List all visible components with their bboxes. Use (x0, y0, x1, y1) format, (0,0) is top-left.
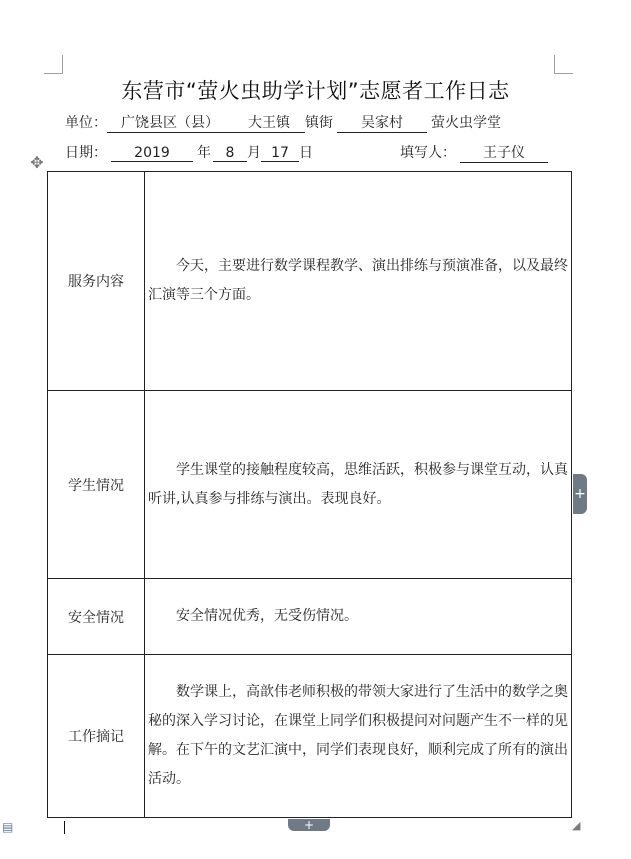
text-cursor (64, 821, 65, 834)
day-suffix: 日 (299, 145, 313, 161)
date-line (65, 142, 313, 162)
page-corner-mark-right (554, 55, 573, 74)
unit-label: 单位： (65, 115, 107, 131)
row-label: 工作摘记 (48, 655, 145, 818)
plus-icon[interactable]: + (573, 474, 587, 514)
plus-icon[interactable]: + (288, 819, 330, 831)
table-row (48, 172, 572, 391)
date-label: 日期： (65, 145, 107, 161)
table-row (48, 655, 572, 818)
year-field[interactable]: 2019 (111, 145, 193, 162)
town-field[interactable]: 大王镇 (233, 112, 305, 133)
district-field[interactable]: 广饶县区（县） (107, 112, 233, 133)
town-suffix: 镇街 (305, 115, 333, 131)
year-suffix: 年 (197, 145, 211, 161)
village-field[interactable]: 吴家村 (337, 112, 427, 133)
row-content[interactable]: 今天，主要进行数学课程教学、演出排练与预演准备，以及最终汇演等三个方面。 (145, 172, 572, 391)
day-field[interactable]: 17 (261, 145, 299, 162)
filler-line (400, 142, 548, 163)
page-corner-mark-left (44, 55, 63, 74)
table-row (48, 579, 572, 655)
row-label: 安全情况 (48, 579, 145, 655)
month-field[interactable]: 8 (213, 145, 247, 162)
classroom-name[interactable]: 萤火虫学堂 (431, 115, 501, 131)
resize-icon[interactable]: ◢ (572, 819, 581, 832)
row-label: 学生情况 (48, 391, 145, 579)
row-content[interactable]: 安全情况优秀，无受伤情况。 (145, 579, 572, 655)
work-log-table (47, 171, 572, 818)
row-content[interactable]: 数学课上，高歆伟老师积极的带领大家进行了生活中的数学之奥秘的深入学习讨论，在课堂上同学们积极提问对问题产生不一样的见解。在下午的文艺汇演中，同学们表现良好，顺利完成了所有的演出活动。 (145, 655, 572, 818)
month-suffix: 月 (247, 145, 261, 161)
filler-label: 填写人： (400, 145, 456, 161)
unit-line (65, 112, 501, 133)
filler-name-field[interactable]: 王子仪 (460, 142, 548, 163)
row-content[interactable]: 学生课堂的接触程度较高，思维活跃，积极参与课堂互动，认真听讲,认真参与排练与演出。表现良好。 (145, 391, 572, 579)
page-icon[interactable]: ▤ (2, 820, 14, 834)
row-label: 服务内容 (48, 172, 145, 391)
document-title: 东营市“萤火虫助学计划”志愿者工作日志 (121, 79, 510, 103)
table-row (48, 391, 572, 579)
move-icon[interactable]: ✥ (30, 153, 44, 172)
